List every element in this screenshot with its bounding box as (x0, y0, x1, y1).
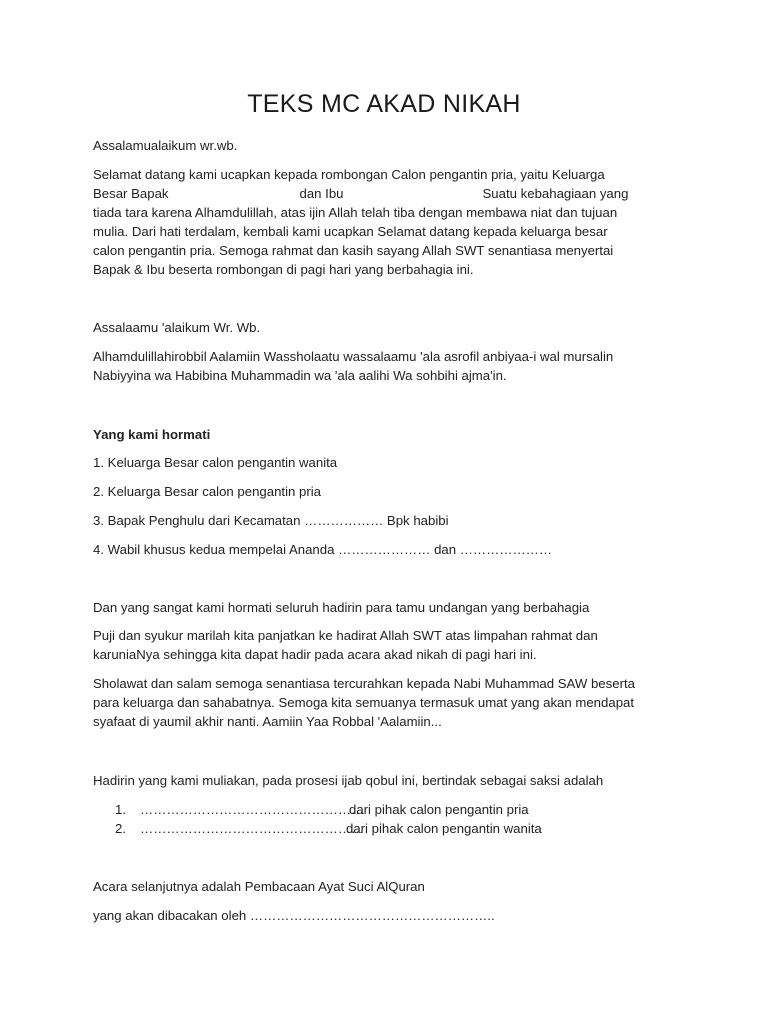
gratitude-line-1: Puji dan syukur marilah kita panjatkan ke hadirat Allah SWT atas limpahan rahmat dan (93, 628, 598, 643)
opening-greeting: Assalamualaikum wr.wb. (93, 138, 238, 153)
next-agenda: Acara selanjutnya adalah Pembacaan Ayat Suci AlQuran (93, 879, 425, 894)
witness-number: 1. (115, 802, 126, 817)
welcome-line-5: calon pengantin pria. Semoga rahmat dan kasih sayang Allah SWT senantiasa menyertai (93, 243, 614, 258)
witness-name-blank: …………………………………………… (140, 821, 365, 836)
witness-intro: Hadirin yang kami muliakan, pada prosesi ijab qobul ini, bertindak sebagai saksi adalah (93, 773, 604, 788)
witness-name-blank: …………………………………………… (140, 802, 365, 817)
honor-item: 1. Keluarga Besar calon pengantin wanita (93, 455, 338, 470)
welcome-line-4: mulia. Dari hati terdalam, kembali kami ucapkan Selamat datang kepada keluarga besar (93, 224, 608, 239)
welcome-line-2-part-c: Suatu kebahagiaan yang (482, 186, 629, 201)
welcome-line-2 (93, 184, 628, 203)
witness-role: dari pihak calon pengantin wanita (346, 821, 542, 836)
opening-prayer-line-1: Alhamdulillahirobbil Aalamiin Wassholaatu wassalaamu 'ala asrofil anbiyaa-i wal mursalin (93, 349, 614, 364)
welcome-line-1: Selamat datang kami ucapkan kepada rombongan Calon pengantin pria, yaitu Keluarga (93, 167, 605, 182)
welcome-line-3: tiada tara karena Alhamdulillah, atas ijin Allah telah tiba dengan membawa niat dan tujuan (93, 205, 618, 220)
honor-item: 3. Bapak Penghulu dari Kecamatan ……………… Bpk habibi (93, 513, 449, 528)
audience-greeting: Dan yang sangat kami hormati seluruh hadirin para tamu undangan yang berbahagia (93, 600, 590, 615)
sholawat-line-1: Sholawat dan salam semoga senantiasa tercurahkan kepada Nabi Muhammad SAW beserta (93, 676, 635, 691)
welcome-line-2-part-b: dan Ibu (299, 186, 344, 201)
witness-number: 2. (115, 821, 126, 836)
sholawat-line-3: syafaat di yaumil akhir nanti. Aamiin Yaa Robbal 'Aalamiin... (93, 714, 442, 729)
welcome-line-2-part-a: Besar Bapak (93, 186, 169, 201)
document-title: TEKS MC AKAD NIKAH (247, 90, 521, 118)
second-greeting: Assalaamu 'alaikum Wr. Wb. (93, 320, 261, 335)
sholawat-line-2: para keluarga dan sahabatnya. Semoga kita semuanya termasuk umat yang akan mendapat (93, 695, 635, 710)
honor-item: 2. Keluarga Besar calon pengantin pria (93, 484, 322, 499)
opening-prayer-line-2: Nabiyyina wa Habibina Muhammadin wa 'ala aalihi Wa sohbihi ajma'in. (93, 368, 507, 383)
welcome-line-6: Bapak & Ibu beserta rombongan di pagi hari yang berbahagia ini. (93, 262, 474, 277)
witness-role: dari pihak calon pengantin pria (349, 802, 529, 817)
honor-item: 4. Wabil khusus kedua mempelai Ananda ………………… dan ………………… (93, 542, 553, 557)
gratitude-line-2: karuniaNya sehingga kita dapat hadir pada acara akad nikah di pagi hari ini. (93, 647, 537, 662)
honor-heading: Yang kami hormati (93, 427, 211, 442)
quran-reader-line: yang akan dibacakan oleh ……………………………………………….. (93, 908, 495, 923)
